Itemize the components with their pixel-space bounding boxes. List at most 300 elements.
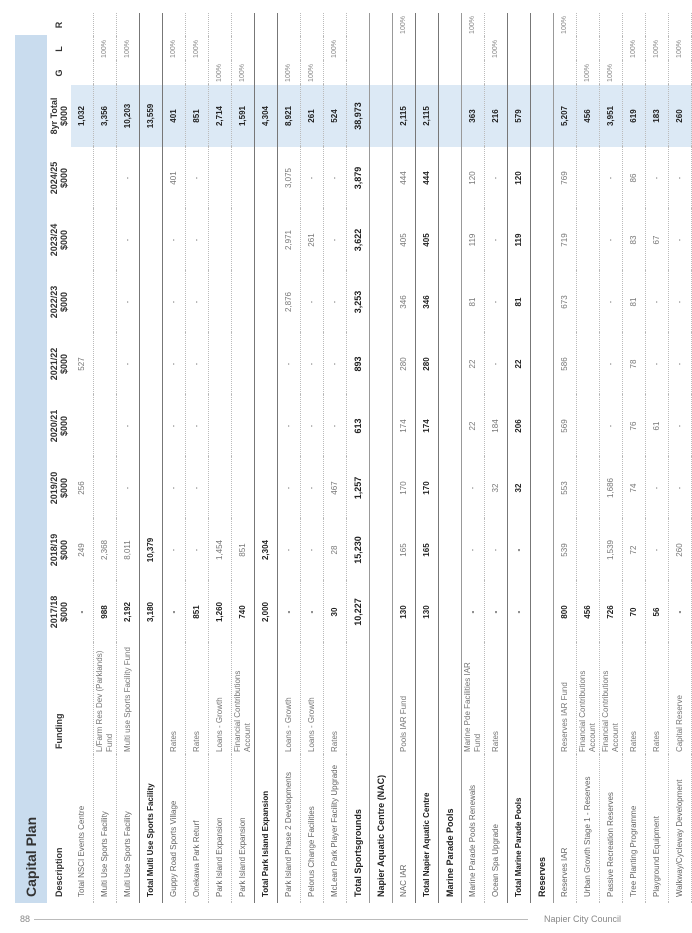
table-row bbox=[117, 13, 140, 903]
r-cell bbox=[508, 13, 531, 37]
value-cell bbox=[232, 209, 255, 271]
g-cell bbox=[324, 61, 347, 85]
r-cell bbox=[646, 13, 669, 37]
total-cell: 261 bbox=[301, 85, 324, 147]
table-row bbox=[301, 13, 324, 903]
description-cell: Marine Parade Pools bbox=[439, 755, 462, 903]
column-header: 8yr Total $000 bbox=[49, 97, 69, 135]
value-cell bbox=[71, 271, 94, 333]
g-cell bbox=[416, 61, 439, 85]
value-cell: 165 bbox=[416, 519, 439, 581]
value-cell: 174 bbox=[416, 395, 439, 457]
value-cell: - bbox=[485, 333, 508, 395]
g-cell bbox=[163, 61, 186, 85]
value-cell: 165 bbox=[393, 519, 416, 581]
value-cell: 769 bbox=[554, 147, 577, 209]
r-cell: 100% bbox=[554, 13, 577, 37]
value-cell: - bbox=[301, 395, 324, 457]
value-cell: 70 bbox=[623, 581, 646, 643]
funding-cell bbox=[416, 643, 439, 755]
value-cell: 851 bbox=[232, 519, 255, 581]
l-cell bbox=[370, 37, 393, 61]
description-cell: Walkway/Cycleway Development bbox=[669, 755, 692, 903]
value-cell: 346 bbox=[393, 271, 416, 333]
l-cell bbox=[577, 37, 600, 61]
table-row bbox=[393, 13, 416, 903]
funding-cell: Rates bbox=[623, 643, 646, 755]
g-cell bbox=[623, 61, 646, 85]
value-cell bbox=[370, 147, 393, 209]
value-cell: 170 bbox=[393, 457, 416, 519]
value-cell: - bbox=[485, 581, 508, 643]
value-cell: - bbox=[117, 271, 140, 333]
l-cell bbox=[71, 37, 94, 61]
funding-cell bbox=[347, 643, 370, 755]
total-cell: 579 bbox=[508, 85, 531, 147]
value-cell: - bbox=[600, 209, 623, 271]
value-cell: 256 bbox=[71, 457, 94, 519]
total-row bbox=[416, 13, 439, 903]
value-cell: 2,192 bbox=[117, 581, 140, 643]
funding-cell bbox=[140, 643, 163, 755]
table-row bbox=[163, 13, 186, 903]
value-cell: - bbox=[71, 581, 94, 643]
g-cell: 100% bbox=[577, 61, 600, 85]
value-cell: 260 bbox=[669, 519, 692, 581]
value-cell: 851 bbox=[186, 581, 209, 643]
value-cell: 2,304 bbox=[255, 519, 278, 581]
r-cell bbox=[163, 13, 186, 37]
value-cell: - bbox=[324, 333, 347, 395]
value-cell bbox=[232, 457, 255, 519]
total-cell: 8,921 bbox=[278, 85, 301, 147]
g-cell bbox=[531, 61, 554, 85]
value-cell: - bbox=[324, 209, 347, 271]
r-cell bbox=[531, 13, 554, 37]
l-cell bbox=[232, 37, 255, 61]
value-cell: 32 bbox=[485, 457, 508, 519]
g-cell bbox=[347, 61, 370, 85]
value-cell: 81 bbox=[508, 271, 531, 333]
total-cell: 4,304 bbox=[255, 85, 278, 147]
l-cell bbox=[301, 37, 324, 61]
value-cell: 539 bbox=[554, 519, 577, 581]
value-cell: - bbox=[117, 147, 140, 209]
value-cell bbox=[370, 457, 393, 519]
value-cell: 527 bbox=[71, 333, 94, 395]
value-cell: 174 bbox=[393, 395, 416, 457]
value-cell: - bbox=[163, 333, 186, 395]
total-cell: 363 bbox=[462, 85, 485, 147]
value-cell: 10,379 bbox=[140, 519, 163, 581]
g-cell: 100% bbox=[600, 61, 623, 85]
table-row bbox=[94, 13, 117, 903]
description-cell: Ocean Spa Upgrade bbox=[485, 755, 508, 903]
value-cell: - bbox=[163, 271, 186, 333]
value-cell: 3,180 bbox=[140, 581, 163, 643]
value-cell bbox=[531, 457, 554, 519]
description-cell: Multi Use Sports Facility bbox=[117, 755, 140, 903]
value-cell: 30 bbox=[324, 581, 347, 643]
value-cell bbox=[370, 581, 393, 643]
funding-cell: Marine Pde Facilities IAR Fund bbox=[462, 643, 485, 755]
value-cell: - bbox=[301, 519, 324, 581]
l-cell bbox=[209, 37, 232, 61]
value-cell: 467 bbox=[324, 457, 347, 519]
value-cell: - bbox=[646, 333, 669, 395]
value-cell: 3,253 bbox=[347, 271, 370, 333]
table-row bbox=[232, 13, 255, 903]
page-title: Capital Plan bbox=[23, 816, 39, 897]
funding-cell: Reserves IAR Fund bbox=[554, 643, 577, 755]
g-cell bbox=[554, 61, 577, 85]
r-cell bbox=[416, 13, 439, 37]
value-cell bbox=[232, 395, 255, 457]
funding-cell bbox=[370, 643, 393, 755]
value-cell: - bbox=[117, 209, 140, 271]
value-cell: - bbox=[186, 457, 209, 519]
value-cell: 401 bbox=[163, 147, 186, 209]
description-cell: Urban Growth Stage 1 - Reserves bbox=[577, 755, 600, 903]
value-cell bbox=[71, 147, 94, 209]
table-row bbox=[623, 13, 646, 903]
value-cell: 81 bbox=[623, 271, 646, 333]
funding-cell bbox=[439, 643, 462, 755]
l-cell: 100% bbox=[94, 37, 117, 61]
funding-cell: Multi use Sports Facility Fund bbox=[117, 643, 140, 755]
value-cell: 553 bbox=[554, 457, 577, 519]
value-cell: 78 bbox=[623, 333, 646, 395]
value-cell bbox=[439, 457, 462, 519]
total-cell: 524 bbox=[324, 85, 347, 147]
funding-cell bbox=[255, 643, 278, 755]
value-cell: 1,454 bbox=[209, 519, 232, 581]
value-cell: 2,368 bbox=[94, 519, 117, 581]
r-cell bbox=[577, 13, 600, 37]
value-cell: - bbox=[117, 395, 140, 457]
total-cell: 1,591 bbox=[232, 85, 255, 147]
total-row bbox=[255, 13, 278, 903]
value-cell: 444 bbox=[416, 147, 439, 209]
column-header: 2018/19 $000 bbox=[49, 533, 69, 567]
g-cell bbox=[186, 61, 209, 85]
l-cell: 100% bbox=[485, 37, 508, 61]
total-cell: 2,714 bbox=[209, 85, 232, 147]
page-number: 88 bbox=[20, 914, 31, 924]
g-cell bbox=[508, 61, 531, 85]
funding-cell: L/Farm Res Dev (Parklands) Fund bbox=[94, 643, 117, 755]
funding-cell: Rates bbox=[163, 643, 186, 755]
value-cell bbox=[255, 147, 278, 209]
r-cell bbox=[140, 13, 163, 37]
grand-row bbox=[347, 13, 370, 903]
value-cell bbox=[255, 457, 278, 519]
funding-cell: Financial Contributions Account bbox=[232, 643, 255, 755]
value-cell bbox=[439, 147, 462, 209]
rotated-page bbox=[15, 16, 684, 903]
value-cell bbox=[531, 395, 554, 457]
value-cell bbox=[140, 209, 163, 271]
value-cell: - bbox=[301, 457, 324, 519]
l-cell: 100% bbox=[646, 37, 669, 61]
value-cell: 613 bbox=[347, 395, 370, 457]
r-cell bbox=[71, 13, 94, 37]
table-row bbox=[646, 13, 669, 903]
value-cell: 3,879 bbox=[347, 147, 370, 209]
value-cell bbox=[71, 395, 94, 457]
total-cell bbox=[370, 85, 393, 147]
value-cell: 586 bbox=[554, 333, 577, 395]
l-cell: 100% bbox=[117, 37, 140, 61]
funding-cell: Financial Contributions Account bbox=[577, 643, 600, 755]
value-cell: 893 bbox=[347, 333, 370, 395]
value-cell: 119 bbox=[462, 209, 485, 271]
value-cell: 1,686 bbox=[600, 457, 623, 519]
total-cell: 3,951 bbox=[600, 85, 623, 147]
value-cell: - bbox=[117, 457, 140, 519]
table-header-row bbox=[47, 13, 71, 903]
section-row bbox=[531, 13, 554, 903]
value-cell: 988 bbox=[94, 581, 117, 643]
total-row bbox=[140, 13, 163, 903]
l-cell bbox=[508, 37, 531, 61]
value-cell: - bbox=[186, 519, 209, 581]
value-cell bbox=[531, 581, 554, 643]
r-cell bbox=[301, 13, 324, 37]
value-cell bbox=[370, 209, 393, 271]
funding-cell: Rates bbox=[186, 643, 209, 755]
column-header: L bbox=[54, 46, 64, 52]
funding-cell: Loans - Growth bbox=[209, 643, 232, 755]
table-row bbox=[324, 13, 347, 903]
value-cell bbox=[577, 519, 600, 581]
value-cell: - bbox=[324, 147, 347, 209]
description-cell: Guppy Road Sports Village bbox=[163, 755, 186, 903]
g-cell: 100% bbox=[278, 61, 301, 85]
value-cell bbox=[140, 457, 163, 519]
r-cell bbox=[669, 13, 692, 37]
r-cell bbox=[347, 13, 370, 37]
table-row bbox=[669, 13, 692, 903]
r-cell bbox=[255, 13, 278, 37]
description-cell: Playground Equipment bbox=[646, 755, 669, 903]
value-cell bbox=[232, 271, 255, 333]
value-cell: 405 bbox=[416, 209, 439, 271]
g-cell bbox=[669, 61, 692, 85]
value-cell: - bbox=[646, 519, 669, 581]
title-bar bbox=[15, 35, 47, 903]
value-cell: - bbox=[163, 519, 186, 581]
description-cell: Total Park Island Expansion bbox=[255, 755, 278, 903]
l-cell bbox=[393, 37, 416, 61]
total-cell: 619 bbox=[623, 85, 646, 147]
funding-cell: Loans - Growth bbox=[301, 643, 324, 755]
column-header: 2023/24 $000 bbox=[49, 223, 69, 257]
l-cell: 100% bbox=[623, 37, 646, 61]
value-cell: 8,011 bbox=[117, 519, 140, 581]
value-cell: 569 bbox=[554, 395, 577, 457]
value-cell: - bbox=[278, 519, 301, 581]
value-cell: - bbox=[301, 147, 324, 209]
value-cell: 10,227 bbox=[347, 581, 370, 643]
value-cell: 2,876 bbox=[278, 271, 301, 333]
value-cell: 346 bbox=[416, 271, 439, 333]
table-row bbox=[577, 13, 600, 903]
value-cell bbox=[531, 519, 554, 581]
value-cell bbox=[577, 147, 600, 209]
value-cell bbox=[577, 271, 600, 333]
funding-cell: Pools IAR Fund bbox=[393, 643, 416, 755]
g-cell bbox=[370, 61, 393, 85]
value-cell: 740 bbox=[232, 581, 255, 643]
value-cell: 2,971 bbox=[278, 209, 301, 271]
description-cell: Total Multi Use Sports Facility bbox=[140, 755, 163, 903]
value-cell: 456 bbox=[577, 581, 600, 643]
value-cell bbox=[94, 147, 117, 209]
r-cell bbox=[186, 13, 209, 37]
description-cell: Napier Aquatic Centre (NAC) bbox=[370, 755, 393, 903]
value-cell: - bbox=[186, 271, 209, 333]
l-cell bbox=[439, 37, 462, 61]
r-cell bbox=[94, 13, 117, 37]
total-cell: 456 bbox=[577, 85, 600, 147]
description-cell: McLean Park Player Facility Upgrade bbox=[324, 755, 347, 903]
value-cell bbox=[209, 333, 232, 395]
funding-cell: Loans - Growth bbox=[278, 643, 301, 755]
g-cell: 100% bbox=[232, 61, 255, 85]
value-cell: 83 bbox=[623, 209, 646, 271]
value-cell bbox=[439, 333, 462, 395]
value-cell bbox=[370, 395, 393, 457]
value-cell: - bbox=[186, 147, 209, 209]
value-cell: - bbox=[163, 581, 186, 643]
value-cell: 2,000 bbox=[255, 581, 278, 643]
value-cell bbox=[94, 395, 117, 457]
value-cell: 3,075 bbox=[278, 147, 301, 209]
value-cell: - bbox=[669, 209, 692, 271]
column-header: 2020/21 $000 bbox=[49, 409, 69, 443]
l-cell: 100% bbox=[163, 37, 186, 61]
value-cell: - bbox=[117, 333, 140, 395]
value-cell: 280 bbox=[393, 333, 416, 395]
value-cell bbox=[209, 147, 232, 209]
description-cell: Onekawa Park Returf bbox=[186, 755, 209, 903]
value-cell bbox=[209, 209, 232, 271]
value-cell: 170 bbox=[416, 457, 439, 519]
l-cell bbox=[347, 37, 370, 61]
r-cell bbox=[117, 13, 140, 37]
value-cell: - bbox=[485, 519, 508, 581]
table-row bbox=[485, 13, 508, 903]
r-cell bbox=[232, 13, 255, 37]
value-cell bbox=[439, 209, 462, 271]
g-cell bbox=[117, 61, 140, 85]
value-cell bbox=[531, 147, 554, 209]
value-cell: 719 bbox=[554, 209, 577, 271]
value-cell: 726 bbox=[600, 581, 623, 643]
value-cell: - bbox=[669, 333, 692, 395]
column-header: R bbox=[54, 21, 64, 29]
description-cell: Total NSCI Events Centre bbox=[71, 755, 94, 903]
value-cell bbox=[232, 333, 255, 395]
r-cell bbox=[485, 13, 508, 37]
funding-cell: Rates bbox=[485, 643, 508, 755]
total-cell: 38,973 bbox=[347, 85, 370, 147]
column-header: 2024/25 $000 bbox=[49, 161, 69, 195]
value-cell bbox=[439, 271, 462, 333]
g-cell bbox=[439, 61, 462, 85]
r-cell bbox=[278, 13, 301, 37]
g-cell bbox=[393, 61, 416, 85]
value-cell: 1,260 bbox=[209, 581, 232, 643]
value-cell bbox=[94, 209, 117, 271]
value-cell: - bbox=[278, 581, 301, 643]
value-cell: - bbox=[186, 333, 209, 395]
value-cell bbox=[370, 271, 393, 333]
l-cell bbox=[600, 37, 623, 61]
value-cell: 120 bbox=[462, 147, 485, 209]
value-cell: - bbox=[600, 333, 623, 395]
table-row bbox=[209, 13, 232, 903]
l-cell bbox=[462, 37, 485, 61]
value-cell: - bbox=[301, 271, 324, 333]
value-cell: - bbox=[301, 333, 324, 395]
value-cell: 72 bbox=[623, 519, 646, 581]
description-cell: Total Sportsgrounds bbox=[347, 755, 370, 903]
r-cell: 100% bbox=[393, 13, 416, 37]
g-cell bbox=[462, 61, 485, 85]
g-cell: 100% bbox=[301, 61, 324, 85]
total-cell: 10,203 bbox=[117, 85, 140, 147]
value-cell bbox=[370, 333, 393, 395]
total-row bbox=[508, 13, 531, 903]
value-cell: 1,539 bbox=[600, 519, 623, 581]
funding-cell: Financial Contributions Account bbox=[600, 643, 623, 755]
value-cell: - bbox=[485, 209, 508, 271]
description-cell: Park Island Expansion bbox=[209, 755, 232, 903]
value-cell: 86 bbox=[623, 147, 646, 209]
description-cell: NAC IAR bbox=[393, 755, 416, 903]
value-cell: 3,622 bbox=[347, 209, 370, 271]
value-cell: - bbox=[163, 395, 186, 457]
value-cell: - bbox=[508, 581, 531, 643]
value-cell: - bbox=[646, 147, 669, 209]
value-cell: 206 bbox=[508, 395, 531, 457]
table-row bbox=[462, 13, 485, 903]
total-cell: 851 bbox=[186, 85, 209, 147]
value-cell: 130 bbox=[393, 581, 416, 643]
value-cell bbox=[255, 333, 278, 395]
total-cell: 3,356 bbox=[94, 85, 117, 147]
r-cell bbox=[600, 13, 623, 37]
value-cell bbox=[209, 271, 232, 333]
value-cell: 22 bbox=[508, 333, 531, 395]
value-cell: - bbox=[462, 519, 485, 581]
total-cell: 183 bbox=[646, 85, 669, 147]
value-cell: - bbox=[508, 519, 531, 581]
value-cell bbox=[577, 333, 600, 395]
value-cell: 119 bbox=[508, 209, 531, 271]
total-cell: 5,207 bbox=[554, 85, 577, 147]
g-cell: 100% bbox=[209, 61, 232, 85]
value-cell bbox=[255, 271, 278, 333]
value-cell: 405 bbox=[393, 209, 416, 271]
g-cell bbox=[255, 61, 278, 85]
value-cell: - bbox=[163, 457, 186, 519]
r-cell bbox=[439, 13, 462, 37]
description-cell: Park Island Phase 2 Developments bbox=[278, 755, 301, 903]
value-cell: 249 bbox=[71, 519, 94, 581]
